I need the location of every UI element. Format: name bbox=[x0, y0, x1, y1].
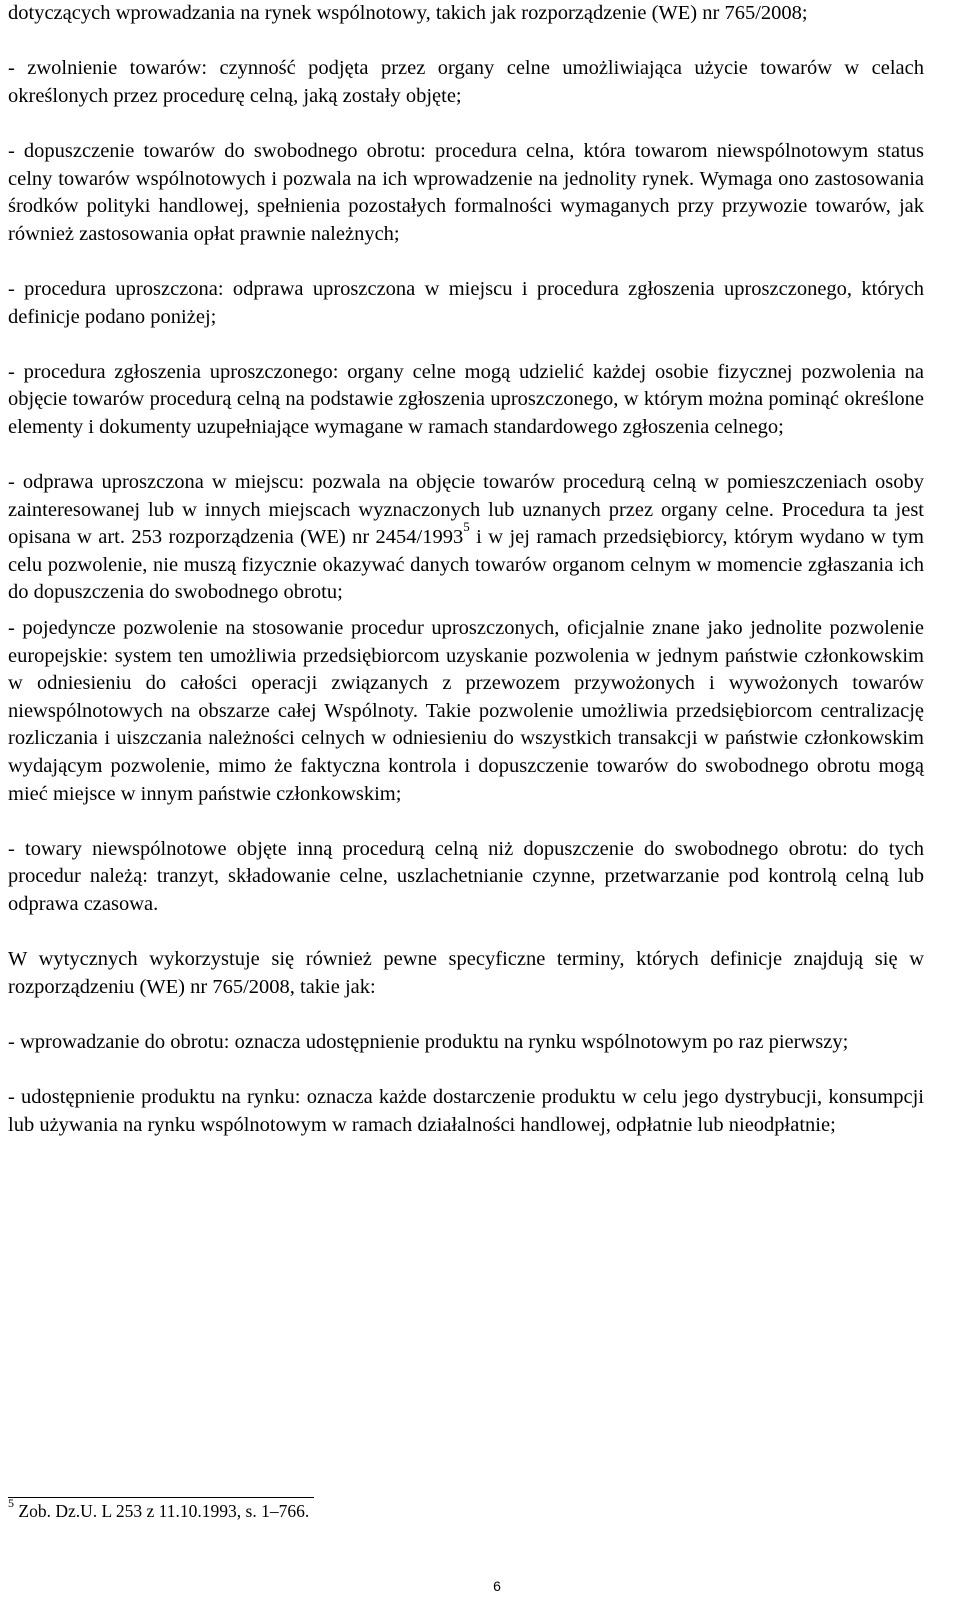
definition-towary-niewspolnotowe: - towary niewspólnotowe objęte inną procedurą celną niż dopuszczenie do swobodnego obrotu: do tych procedur należą: tranzyt, składowanie celne, uszlachetnianie czynne, przetwarzanie pod kontrolą celną lub odprawa czasowa. bbox=[8, 837, 924, 915]
footnote-reference: 5 bbox=[463, 519, 470, 535]
footnote-separator bbox=[8, 1497, 314, 1498]
definition-pojedyncze-pozwolenie: - pojedyncze pozwolenie na stosowanie procedur uproszczonych, oficjalnie znane jako jednolite pozwolenie europejskie: system ten umożliwia przedsiębiorcom uzyskanie pozwolenia w jednym państwie członkowskim w odniesieniu do całości operacji związanych z przewozem przywożonych i wywożonych towarów niewspólnotowych na obszarze całej Wspólnoty. Takie pozwolenie umożliwia przedsiębiorcom centralizację rozliczania i uiszczania należności celnych w odniesieniu do wszystkich transakcji w państwie członkowskim wydającym pozwolenie, mimo że faktyczna kontrola i dopuszczenie towarów do swobodnego obrotu mogą mieć miejsce w innym państwie członkowskim; bbox=[8, 617, 924, 805]
body-text bbox=[8, 0, 924, 1167]
footnote-text: Zob. Dz.U. L 253 z 11.10.1993, s. 1–766. bbox=[14, 1501, 310, 1521]
definition-odprawa-w-miejscu bbox=[8, 469, 924, 607]
paragraph-continuation: dotyczących wprowadzania na rynek wspólnotowy, takich jak rozporządzenie (WE) nr 765/2008; bbox=[8, 2, 808, 24]
definition-zgloszenie-uproszczone: - procedura zgłoszenia uproszczonego: organy celne mogą udzielić każdej osobie fizycznej pozwolenia na objęcie towarów procedurą celną na podstawie zgłoszenia uproszczonego, w którym można pominąć określone elementy i dokumenty uzupełniające wymagane w ramach standardowego zgłoszenia celnego; bbox=[8, 360, 924, 438]
paragraph-text-part: - odprawa uproszczona w miejscu: pozwala na objęcie towarów procedurą celną w pomieszczeniach osoby zainteresowanej lub w innych miejscach wyznaczonych lub uznanych przez organy celne. Procedura ta jest opisana w art. 253 rozporządzenia (WE) nr 2454/1993 bbox=[8, 471, 924, 549]
definition-dopuszczenie-do-obrotu: - dopuszczenie towarów do swobodnego obrotu: procedura celna, która towarom niewspólnotowym status celny towarów wspólnotowych i pozwala na ich wprowadzenie na jednolity rynek. Wymaga ono zastosowania środków polityki handlowej, spełnienia pozostałych formalności wymaganych przy przywozie towarów, jak również zastosowania opłat prawnie należnych; bbox=[8, 139, 924, 245]
page-number: 6 bbox=[493, 1578, 501, 1594]
paragraph-wytyczne-intro: W wytycznych wykorzystuje się również pewne specyficzne terminy, których definicje znajdują się w rozporządzeniu (WE) nr 765/2008, takie jak: bbox=[8, 948, 924, 998]
footnote bbox=[8, 1496, 310, 1522]
definition-udostepnienie-produktu: - udostępnienie produktu na rynku: oznacza każde dostarczenie produktu w celu jego dystrybucji, konsumpcji lub używania na rynku wspólnotowym w ramach działalności handlowej, odpłatnie lub nieodpłatnie; bbox=[8, 1086, 924, 1136]
footnote-number: 5 bbox=[8, 1496, 14, 1510]
definition-procedura-uproszczona: - procedura uproszczona: odprawa uproszczona w miejscu i procedura zgłoszenia uproszczonego, których definicje podano poniżej; bbox=[8, 277, 924, 328]
definition-zwolnienie-towarow: - zwolnienie towarów: czynność podjęta przez organy celne umożliwiająca użycie towarów w celach określonych przez procedurę celną, jaką zostały objęte; bbox=[8, 57, 924, 107]
definition-wprowadzanie-do-obrotu: - wprowadzanie do obrotu: oznacza udostępnienie produktu na rynku wspólnotowym po raz pierwszy; bbox=[8, 1030, 849, 1053]
paragraph-text-part: i w jej ramach przedsiębiorcy, którym wydano w tym celu pozwolenie, nie muszą fizycznie okazywać danych towarów organom celnym w momencie zgłaszania ich do dopuszczenia do swobodnego obrotu; bbox=[8, 526, 924, 604]
